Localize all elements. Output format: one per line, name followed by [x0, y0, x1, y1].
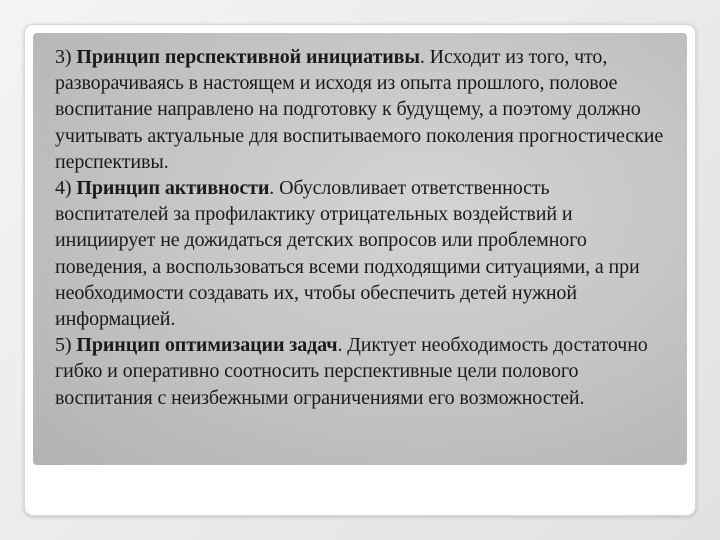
principle-5-body: . Диктует необходимость достаточно гибко и оперативно соотносить перспективные цели полового воспитания с неизбежными ограничениями его возможностей. — [55, 334, 648, 409]
slide-text — [55, 44, 667, 411]
principle-4-body: . Обусловливает ответственность воспитателей за профилактику отрицательных воздействий и инициирует не дожидаться детских вопросов или проблемного поведения, а воспользоваться всеми подходящими ситуациями, а при необходимости создавать их, чтобы обеспечить детей нужной информацией. — [55, 177, 640, 331]
principle-3-body: . Исходит из того, что, разворачиваясь в настоящем и исходя из опыта прошлого, половое воспитание направлено на подготовку к будущему, а поэтому должно учитывать актуальные для воспитываемого поколения прогностические перспективы. — [55, 46, 664, 173]
principle-5-term: Принцип оптимизации задач — [76, 334, 338, 357]
principle-4-number: 4) — [55, 177, 77, 200]
principle-4-paragraph — [55, 175, 667, 332]
principle-3-term: Принцип перспективной инициативы — [76, 46, 420, 68]
principle-5-paragraph — [55, 332, 667, 411]
principle-3-paragraph — [55, 44, 667, 175]
principle-3-number: 3) — [55, 46, 77, 68]
principle-4-term: Принцип активности — [76, 177, 270, 200]
principle-5-number: 5) — [55, 334, 77, 357]
